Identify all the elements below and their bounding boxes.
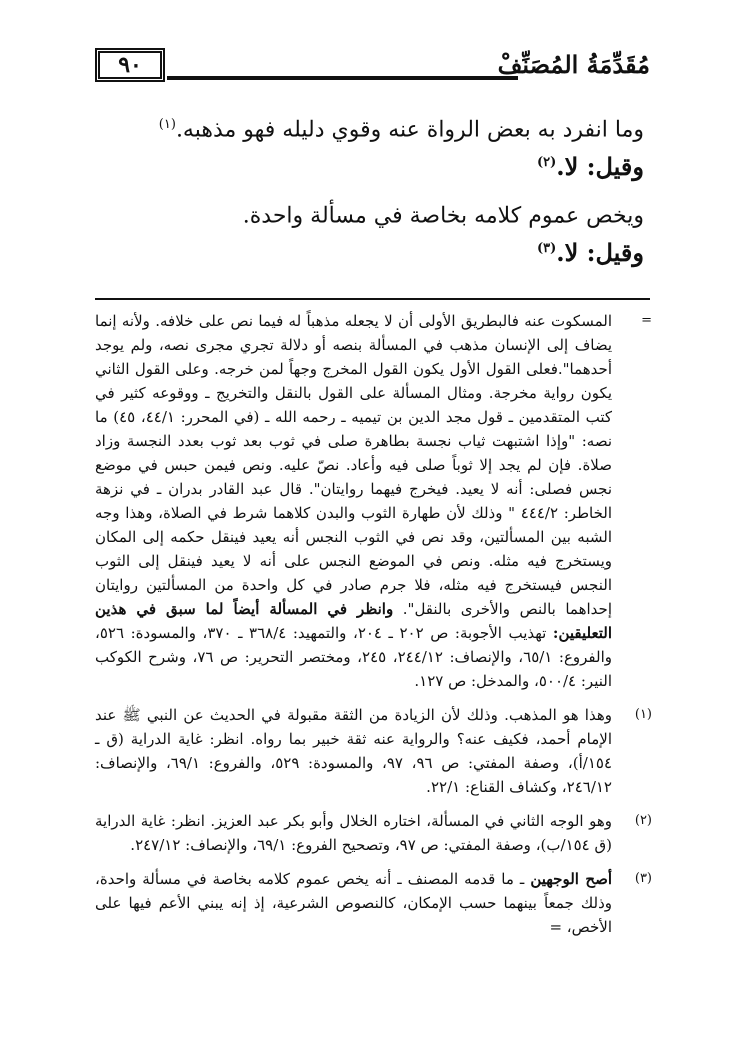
running-title: مُقَدِّمَةُ المُصَنِّفْ: [497, 50, 650, 79]
footnote-1: [95, 703, 650, 799]
main-line-text: وقيل: لا.: [556, 152, 644, 181]
page-number: ٩٠: [95, 48, 165, 82]
main-line-text: ويخص عموم كلامه بخاصة في مسألة واحدة.: [242, 203, 644, 229]
footnote-continuation: [95, 309, 650, 693]
footnotes: [95, 309, 650, 949]
header-rule: [167, 76, 518, 80]
footnote-marker: (١): [634, 707, 652, 722]
footnote-marker: (٢): [634, 813, 652, 828]
footnote-text: المسكوت عنه فالبطريق الأولى أن لا يجعله مذهباً له فيما نص على خلافه. ولأنه إنما يضاف إلى الإنسان مذهب في المسألة بنصه أو دلالة تجري مجرى نصه، ولم يوجد أحدهما".فعلى القول الأول يكون القول المخرج وجهاً لمن خرجه. وعلى القول الثاني يكون رواية مخرجة. ومثال المسألة على القول بالنقل والتخريج ـ ووقوعه كثير في كتب المتقدمين ـ قول مجد الدين بن تيميه ـ رحمه الله ـ (في المحرر: ٤٤/١، ٤٥) ما نصه: "وإذا اشتبهت ثياب نجسة بطاهرة صلى في ثوب بعد ثوب بعدد النجسة وزاد صلاة. فإن لم يجد إلا ثوباً صلى فيه وأعاد. نصّ عليه. ونص فيمن حبس في موضع نجس فصلى: أنه لا يعيد. فيخرج فيهما روايتان". قال عبد القادر بدران ـ في نزهة الخاطر: ٤٤٤/٢ " وذلك لأن طهارة الثوب والبدن كلاهما شرط في الصلاة، وهذا وجه الشبه بين المسألتين، وقد نص في الثوب النجس أنه يعيد فينقل حكمه إلى المكان ويستخرج فيه مثله. ونص في الموضع النجس على أنه لا يعيد فينقل إلى الثوب النجس فيستخرج فيه مثله، فلا جرم صادر في كل واحدة من المسألتين روايتان إحداهما بالنص والأخرى بالنقل". وانظر في المسألة أيضاً لما سبق في هذين التعليقين: تهذيب الأجوبة: ص ٢٠٢ ـ ٢٠٤، والتمهيد: ٣٦٨/٤ ـ ٣٧٠، والمسودة: ٥٢٦، والفروع: ٦٥/١، والإنصاف: ٢٤٤/١٢، ٢٤٥، ومختصر التحرير: ص ٧٦، وشرح الكوكب النير: ٥٠٠/٤، والمدخل: ص ١٢٧.: [95, 312, 613, 690]
page-header: [95, 48, 650, 86]
main-line-1: [159, 110, 644, 145]
footnote-ref: (٣): [536, 241, 557, 256]
footnote-ref: (١): [158, 117, 176, 132]
footnote-2: [95, 809, 650, 857]
footnote-text: وهو الوجه الثاني في المسألة، اختاره الخلال وأبو بكر عبد العزيز. انظر: غاية الدراية (ق ١٥٤/ب)، وصفة المفتي: ص ٩٧، وتصحيح الفروع: ٦٩/١، والإنصاف: ٢٤٧/١٢.: [95, 812, 612, 854]
footnote-ref: (٢): [536, 155, 557, 170]
footnote-text: وهذا هو المذهب. وذلك لأن الزيادة من الثقة مقبولة في الحديث عن النبي ﷺ عند الإمام أحمد، فكيف عنه؟ والرواية عنه ثقة خبير بما رواه. انظر: غاية الدراية (ق ـ ١٥٤/أ)، وصفة المفتي: ص ٩٦، ٩٧، والمسودة: ٥٢٩، والفروع: ٦٩/١، والإنصاف: ٢٤٦/١٢، وكشاف القناع: ٢٢/١.: [95, 706, 612, 796]
footnote-separator: [95, 298, 650, 300]
main-line-2: [537, 148, 644, 182]
footnote-text: أصح الوجهين ـ ما قدمه المصنف ـ أنه يخص عموم كلامه بخاصة في مسألة واحدة، وذلك جمعاً بينهما حسب الإمكان، كالنصوص الشرعية، إذ إنه يبني الأعم فيها على الأخص، =: [95, 870, 612, 936]
main-line-text: وقيل: لا.: [556, 238, 644, 267]
main-line-3: [243, 196, 644, 231]
footnote-marker: (٣): [634, 871, 652, 886]
main-line-4: [537, 234, 644, 268]
footnote-3: [95, 867, 650, 939]
main-line-text: وما انفرد به بعض الرواة عنه وقوي دليله فهو مذهبه.: [175, 117, 644, 143]
footnote-marker: =: [641, 313, 652, 328]
